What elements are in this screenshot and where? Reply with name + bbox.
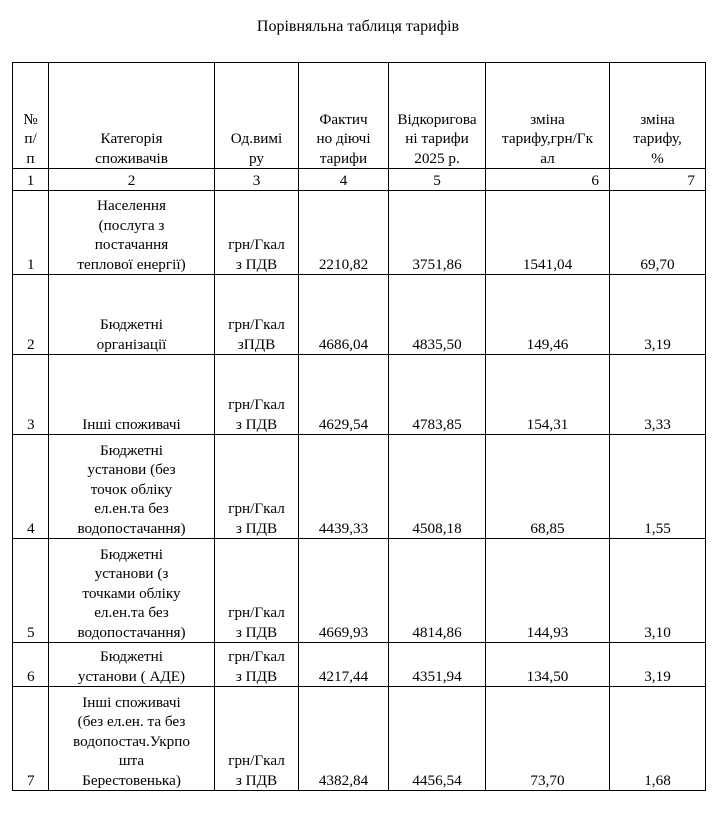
- row-index-cell: 2: [13, 275, 49, 355]
- unit-cell-line: зПДВ: [237, 335, 276, 353]
- column-number: 7: [610, 169, 706, 191]
- category-cell-line: установи (без: [87, 461, 176, 478]
- table-body: [13, 191, 706, 791]
- category-cell: [49, 687, 215, 791]
- column-number: 1: [13, 169, 49, 191]
- unit-cell-line: грн/Гкал: [228, 604, 285, 621]
- category-cell-line: установи (з: [94, 565, 169, 582]
- unit-cell-line: грн/Гкал: [228, 500, 285, 517]
- row-index-cell: 4: [13, 435, 49, 539]
- header-cell-actual-tariffs: Фактич но діючі тарифи: [299, 63, 389, 169]
- category-cell-line: водопостачання): [77, 623, 186, 641]
- category-cell-line: Берестовенька): [82, 771, 181, 789]
- change-uah-cell: 73,70: [486, 687, 610, 791]
- unit-cell-line: з ПДВ: [235, 623, 278, 641]
- change-uah-cell: 144,93: [486, 539, 610, 643]
- unit-cell-line: з ПДВ: [235, 415, 278, 433]
- unit-cell-line: з ПДВ: [235, 667, 278, 685]
- adjusted-tariff-cell: 4508,18: [389, 435, 486, 539]
- unit-cell-line: грн/Гкал: [228, 648, 285, 665]
- change-uah-cell: 1541,04: [486, 191, 610, 275]
- category-cell-line: Населення: [97, 197, 166, 214]
- column-number: 3: [215, 169, 299, 191]
- unit-cell-line: з ПДВ: [235, 519, 278, 537]
- unit-cell-line: з ПДВ: [235, 255, 278, 273]
- column-number: 4: [299, 169, 389, 191]
- column-number: 6: [486, 169, 610, 191]
- column-number: 2: [49, 169, 215, 191]
- category-cell-line: (без ел.ен. та без: [77, 713, 186, 730]
- row-index-cell: 5: [13, 539, 49, 643]
- change-pct-cell: 69,70: [610, 191, 706, 275]
- change-pct-cell: 1,55: [610, 435, 706, 539]
- adjusted-tariff-cell: 3751,86: [389, 191, 486, 275]
- row-index-cell: 3: [13, 355, 49, 435]
- unit-cell: [215, 191, 299, 275]
- change-uah-cell: 154,31: [486, 355, 610, 435]
- row-index-cell: 6: [13, 643, 49, 687]
- table-row: [13, 539, 706, 643]
- category-cell-line: Бюджетні: [99, 316, 164, 333]
- change-uah-cell: 149,46: [486, 275, 610, 355]
- category-cell-line: точками обліку: [82, 584, 181, 602]
- tariff-table: [12, 62, 706, 791]
- category-cell-line: водопостач.Укрпо: [73, 732, 190, 750]
- header-cell-adjusted-tariffs: Відкоригова ні тарифи 2025 р.: [389, 63, 486, 169]
- table-row: [13, 687, 706, 791]
- category-cell-line: шта: [118, 752, 145, 769]
- category-cell-line: ел.ен.та без: [94, 604, 169, 621]
- category-cell-line: установи ( АДЕ): [77, 667, 186, 685]
- column-number-row: [13, 169, 706, 191]
- unit-cell-line: грн/Гкал: [228, 316, 285, 333]
- category-cell: [49, 643, 215, 687]
- page-title: Порівняльна таблиця тарифів: [256, 18, 460, 35]
- unit-cell: [215, 687, 299, 791]
- category-cell-line: точок обліку: [90, 480, 173, 498]
- category-cell: [49, 191, 215, 275]
- table-row: [13, 191, 706, 275]
- category-cell-line: Бюджетні: [99, 648, 164, 665]
- unit-cell-line: грн/Гкал: [228, 752, 285, 769]
- category-cell-line: організації: [96, 335, 167, 353]
- unit-cell: [215, 435, 299, 539]
- actual-tariff-cell: 4382,84: [299, 687, 389, 791]
- header-cell-index: № п/ п: [13, 63, 49, 169]
- category-cell: [49, 435, 215, 539]
- actual-tariff-cell: 4686,04: [299, 275, 389, 355]
- actual-tariff-cell: 4217,44: [299, 643, 389, 687]
- unit-cell-line: з ПДВ: [235, 771, 278, 789]
- change-uah-cell: 134,50: [486, 643, 610, 687]
- header-cell-category: Категорія споживачів: [49, 63, 215, 169]
- header-row: [13, 63, 706, 169]
- actual-tariff-cell: 4439,33: [299, 435, 389, 539]
- category-cell-line: теплової енергії): [77, 255, 186, 273]
- category-cell-line: Бюджетні: [99, 545, 164, 563]
- category-cell: [49, 275, 215, 355]
- change-pct-cell: 3,19: [610, 275, 706, 355]
- actual-tariff-cell: 4629,54: [299, 355, 389, 435]
- change-pct-cell: 3,33: [610, 355, 706, 435]
- adjusted-tariff-cell: 4783,85: [389, 355, 486, 435]
- adjusted-tariff-cell: 4351,94: [389, 643, 486, 687]
- adjusted-tariff-cell: 4456,54: [389, 687, 486, 791]
- header-cell-change-uah: зміна тарифу,грн/Гк ал: [486, 63, 610, 169]
- category-cell-line: водопостачання): [77, 519, 186, 537]
- unit-cell: [215, 539, 299, 643]
- unit-cell-line: грн/Гкал: [228, 396, 285, 413]
- unit-cell: [215, 275, 299, 355]
- category-cell-line: Інші споживачі: [82, 693, 181, 711]
- category-cell: [49, 355, 215, 435]
- change-pct-cell: 3,10: [610, 539, 706, 643]
- column-number: 5: [389, 169, 486, 191]
- row-index-cell: 1: [13, 191, 49, 275]
- actual-tariff-cell: 2210,82: [299, 191, 389, 275]
- adjusted-tariff-cell: 4835,50: [389, 275, 486, 355]
- category-cell-line: Бюджетні: [99, 441, 164, 459]
- unit-cell: [215, 643, 299, 687]
- table-row: [13, 643, 706, 687]
- actual-tariff-cell: 4669,93: [299, 539, 389, 643]
- category-cell: [49, 539, 215, 643]
- table-row: [13, 275, 706, 355]
- change-uah-cell: 68,85: [486, 435, 610, 539]
- change-pct-cell: 1,68: [610, 687, 706, 791]
- row-index-cell: 7: [13, 687, 49, 791]
- header-cell-unit: Од.вимі ру: [215, 63, 299, 169]
- unit-cell-line: грн/Гкал: [228, 236, 285, 253]
- category-cell-line: ел.ен.та без: [94, 500, 169, 517]
- table-row: [13, 435, 706, 539]
- category-cell-line: (послуга з: [98, 216, 165, 234]
- adjusted-tariff-cell: 4814,86: [389, 539, 486, 643]
- header-cell-change-pct: зміна тарифу, %: [610, 63, 706, 169]
- unit-cell: [215, 355, 299, 435]
- change-pct-cell: 3,19: [610, 643, 706, 687]
- category-cell-line: Інші споживачі: [82, 415, 181, 433]
- category-cell-line: постачання: [94, 236, 169, 253]
- table-row: [13, 355, 706, 435]
